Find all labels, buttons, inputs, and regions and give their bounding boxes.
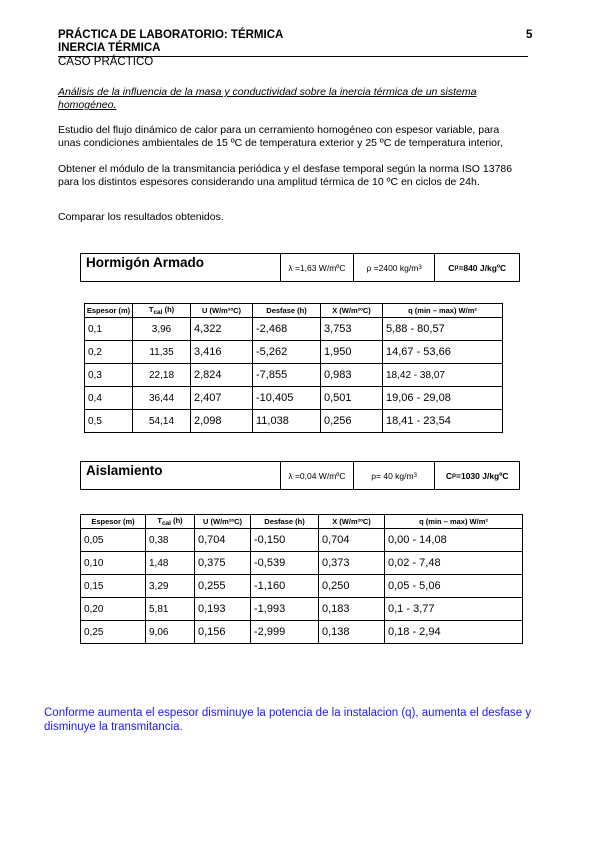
cell-desfase: -1,993 [251, 598, 319, 621]
section-label: CASO PRÁCTICO [58, 56, 154, 68]
cell-x: 0,256 [321, 410, 383, 433]
intro-title-line1: Análisis de la influencia de la masa y conductividad sobre la inercia térmica de un sistema [58, 86, 477, 98]
header-title: PRÁCTICA DE LABORATORIO: TÉRMICA [58, 29, 284, 41]
header-espesor: Espesor (m) [85, 304, 133, 318]
header-x: X (W/m²ºC) [319, 515, 385, 529]
hormigon-name: Hormigón Armado [86, 255, 204, 270]
cell-espesor: 0,15 [81, 575, 146, 598]
cell-q: 0,00 - 14,08 [385, 529, 523, 552]
cell-x: 0,704 [319, 529, 385, 552]
cell-u: 0,255 [195, 575, 251, 598]
cell-q: 18,41 - 23,54 [383, 410, 503, 433]
header-u: U (W/m²ºC) [191, 304, 253, 318]
cell-q: 5,88 - 80,57 [383, 318, 503, 341]
table-row [81, 529, 523, 552]
header-u: U (W/m²ºC) [195, 515, 251, 529]
cell-desfase: -1,160 [251, 575, 319, 598]
cell-desfase: -0,150 [251, 529, 319, 552]
intro-title-line2: homogéneo. [58, 99, 117, 111]
table-header-row [81, 515, 523, 529]
cell-tcal: 54,14 [133, 410, 191, 433]
cell-desfase: -2,468 [253, 318, 321, 341]
header-tcal: $T_{cal}$ (h) [146, 515, 195, 529]
hormigon-properties-box [80, 253, 520, 282]
cell-desfase: 11,038 [253, 410, 321, 433]
cell-x: 0,983 [321, 364, 383, 387]
header-espesor: Espesor (m) [81, 515, 146, 529]
table-row [85, 341, 503, 364]
header-desfase: Desfase (h) [251, 515, 319, 529]
cell-x: 1,950 [321, 341, 383, 364]
header-tcal: $T_{cal}$ (h) [133, 304, 191, 318]
table-row [81, 552, 523, 575]
header-desfase: Desfase (h) [253, 304, 321, 318]
cell-x: 3,753 [321, 318, 383, 341]
paragraph-1-line2: unas condiciones ambientales de 15 ºC de temperatura exterior y 25 ºC de temperatura interior, [58, 137, 503, 149]
cell-u: 0,704 [195, 529, 251, 552]
cell-tcal: 0,38 [146, 529, 195, 552]
cell-u: 3,416 [191, 341, 253, 364]
table-row [81, 575, 523, 598]
cell-u: 2,824 [191, 364, 253, 387]
aislamiento-density: ρ= 40 kg/m 3 [353, 462, 435, 489]
cell-q: 14,67 - 53,66 [383, 341, 503, 364]
aislamiento-properties-box [80, 461, 520, 490]
cell-espesor: 0,20 [81, 598, 146, 621]
table-row [85, 318, 503, 341]
hormigon-density: ρ =2400 kg/m 3 [353, 254, 435, 281]
cell-espesor: 0,1 [85, 318, 133, 341]
cell-desfase: -10,405 [253, 387, 321, 410]
cell-espesor: 0,2 [85, 341, 133, 364]
cell-desfase: -7,855 [253, 364, 321, 387]
cell-tcal: 1,48 [146, 552, 195, 575]
cell-x: 0,183 [319, 598, 385, 621]
cell-espesor: 0,3 [85, 364, 133, 387]
table-row [85, 410, 503, 433]
table-row [81, 598, 523, 621]
table-row [81, 621, 523, 644]
cell-q: 18,42 - 38,07 [383, 364, 503, 387]
cell-tcal: 11,35 [133, 341, 191, 364]
hormigon-specific-heat: C p =840 J/kgºC [434, 254, 519, 281]
cell-x: 0,501 [321, 387, 383, 410]
cell-u: 2,098 [191, 410, 253, 433]
header-subtitle: INERCIA TÉRMICA [58, 42, 161, 54]
cell-tcal: 5,81 [146, 598, 195, 621]
cell-espesor: 0,5 [85, 410, 133, 433]
hormigon-lambda: λ =1,63 W/mºC [280, 254, 353, 281]
cell-u: 4,322 [191, 318, 253, 341]
cell-espesor: 0,05 [81, 529, 146, 552]
cell-tcal: 3,29 [146, 575, 195, 598]
cell-espesor: 0,25 [81, 621, 146, 644]
cell-x: 0,373 [319, 552, 385, 575]
paragraph-1-line1: Estudio del flujo dinámico de calor para un cerramiento homogéneo con espesor variable, para [58, 124, 500, 136]
conclusion-line2: disminuye la transmitancia. [44, 721, 183, 733]
header-x: X (W/m²ºC) [321, 304, 383, 318]
cell-q: 0,1 - 3,77 [385, 598, 523, 621]
page-number: 5 [526, 29, 533, 41]
header-q: q (min – max) W/m² [385, 515, 523, 529]
paragraph-2-line1: Obtener el módulo de la transmitancia periódica y el desfase temporal según la norma ISO 13786 [58, 163, 513, 175]
cell-u: 0,193 [195, 598, 251, 621]
cell-espesor: 0,10 [81, 552, 146, 575]
cell-q: 19,06 - 29,08 [383, 387, 503, 410]
cell-x: 0,138 [319, 621, 385, 644]
aislamiento-table [80, 514, 523, 644]
paragraph-3: Comparar los resultados obtenidos. [58, 211, 224, 223]
cell-desfase: -5,262 [253, 341, 321, 364]
aislamiento-name: Aislamiento [86, 463, 163, 478]
cell-u: 0,156 [195, 621, 251, 644]
cell-q: 0,18 - 2,94 [385, 621, 523, 644]
table-row [85, 364, 503, 387]
aislamiento-lambda: λ =0,04 W/mºC [280, 462, 353, 489]
cell-tcal: 9,06 [146, 621, 195, 644]
cell-u: 2,407 [191, 387, 253, 410]
cell-tcal: 3,96 [133, 318, 191, 341]
cell-x: 0,250 [319, 575, 385, 598]
cell-desfase: -0,539 [251, 552, 319, 575]
cell-desfase: -2,999 [251, 621, 319, 644]
hormigon-table [84, 303, 503, 433]
cell-tcal: 36,44 [133, 387, 191, 410]
aislamiento-specific-heat: C p =1030 J/kgºC [434, 462, 519, 489]
table-row [85, 387, 503, 410]
conclusion-line1: Conforme aumenta el espesor disminuye la potencia de la instalacion (q), aumenta el desfase y [44, 707, 532, 719]
cell-u: 0,375 [195, 552, 251, 575]
header-q: q (min – max) W/m² [383, 304, 503, 318]
cell-tcal: 22,18 [133, 364, 191, 387]
cell-q: 0,05 - 5,06 [385, 575, 523, 598]
cell-q: 0,02 - 7,48 [385, 552, 523, 575]
table-header-row [85, 304, 503, 318]
cell-espesor: 0,4 [85, 387, 133, 410]
paragraph-2-line2: para los distintos espesores considerando una amplitud térmica de 10 ºC en ciclos de 24h. [58, 176, 480, 188]
